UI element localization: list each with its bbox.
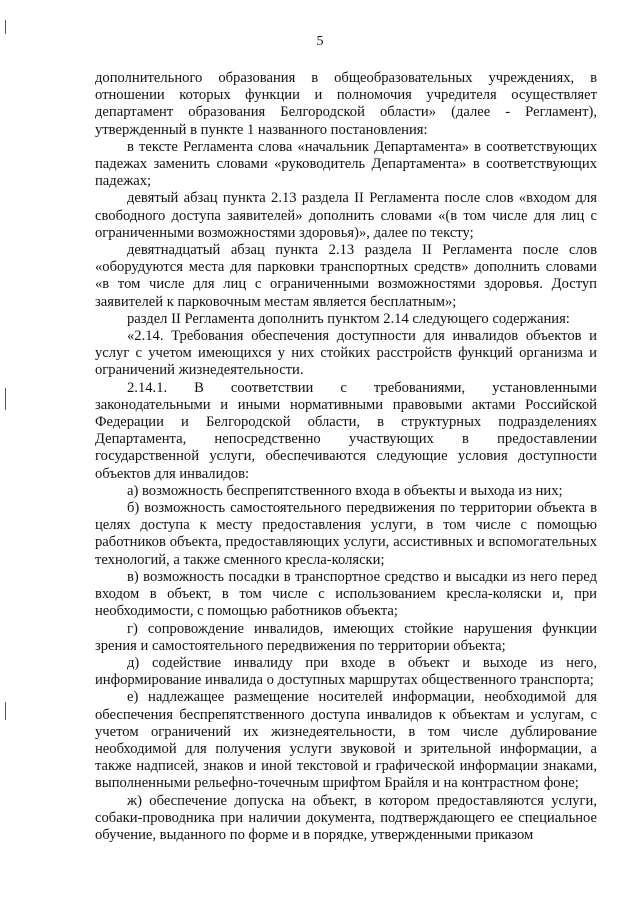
paragraph: раздел II Регламента дополнить пунктом 2.14 следующего содержания: [127,310,570,327]
scan-edge-mark [5,388,6,410]
scan-edge-mark [5,702,6,720]
document-body [95,70,597,844]
paragraph: б) возможность самостоятельного передвижения по территории объекта в целях доступа к месту предоставления услуги, в том числе с помощью работников объекта, предоставляющих услуги, ассистивных и вспомогательных технологий, а также сменного кресла-коляски; [95,500,597,568]
page-number: 5 [316,34,324,49]
paragraph: д) содействие инвалиду при входе в объект и выходе из него, информирование инвалида о доступных маршрутах общественного транспорта; [95,654,597,689]
paragraph: девятнадцатый абзац пункта 2.13 раздела II Регламента после слов «оборудуются места для парковки транспортных средств» дополнить словами «в том числе для лиц с ограниченными возможностями здоровья. Доступ заявителей к парковочным местам является бесплатным»; [95,242,597,310]
scan-edge-mark [5,20,6,34]
paragraph: а) возможность беспрепятственного входа в объекты и выхода из них; [127,482,563,499]
paragraph: «2.14. Требования обеспечения доступности для инвалидов объектов и услуг с учетом имеющихся у них стойких расстройств функций организма и ограничений жизнедеятельности. [95,328,597,379]
paragraph: е) надлежащее размещение носителей информации, необходимой для обеспечения беспрепятственного доступа инвалидов к объектам и услугам, с учетом ограничений их жизнедеятельности, в том числе дублирование необходимой для получения услуги звуковой и зрительной информации, а также надписей, знаков и иной текстовой и графической информации знаками, выполненными рельефно-точечным шрифтом Брайля и на контрастном фоне; [95,689,597,792]
paragraph: девятый абзац пункта 2.13 раздела II Регламента после слов «входом для свободного доступа заявителей» дополнить словами «(в том числе для лиц с ограниченными возможностями здоровья)», далее по тексту; [95,190,597,241]
paragraph: в тексте Регламента слова «начальник Департамента» в соответствующих падежах заменить словами «руководитель Департамента» в соответствующих падежах; [95,138,597,190]
paragraph: ж) обеспечение допуска на объект, в котором предоставляются услуги, собаки-проводника при наличии документа, подтверждающего ее специальное обучение, выданного по форме и в порядке, утвержденными приказом [95,792,597,843]
paragraph: 2.14.1. В соответствии с требованиями, установленными законодательными и иными нормативными правовыми актами Российской Федерации и Белгородской области, в структурных подразделениях Департамента, непосредственно участвующих в предоставлении государственной услуги, обеспечиваются следующие условия доступности объектов для инвалидов: [95,379,597,482]
paragraph: г) сопровождение инвалидов, имеющих стойкие нарушения функции зрения и самостоятельного передвижения по территории объекта; [95,620,597,654]
paragraph: в) возможность посадки в транспортное средство и высадки из него перед входом в объект, в том числе с использованием кресла-коляски и, при необходимости, с помощью работников объекта; [95,568,597,620]
paragraph: дополнительного образования в общеобразовательных учреждениях, в отношении которых функции и полномочия учредителя осуществляет департамент образования Белгородской области» (далее - Регламент), утвержденный в пункте 1 названного постановления: [95,70,597,138]
